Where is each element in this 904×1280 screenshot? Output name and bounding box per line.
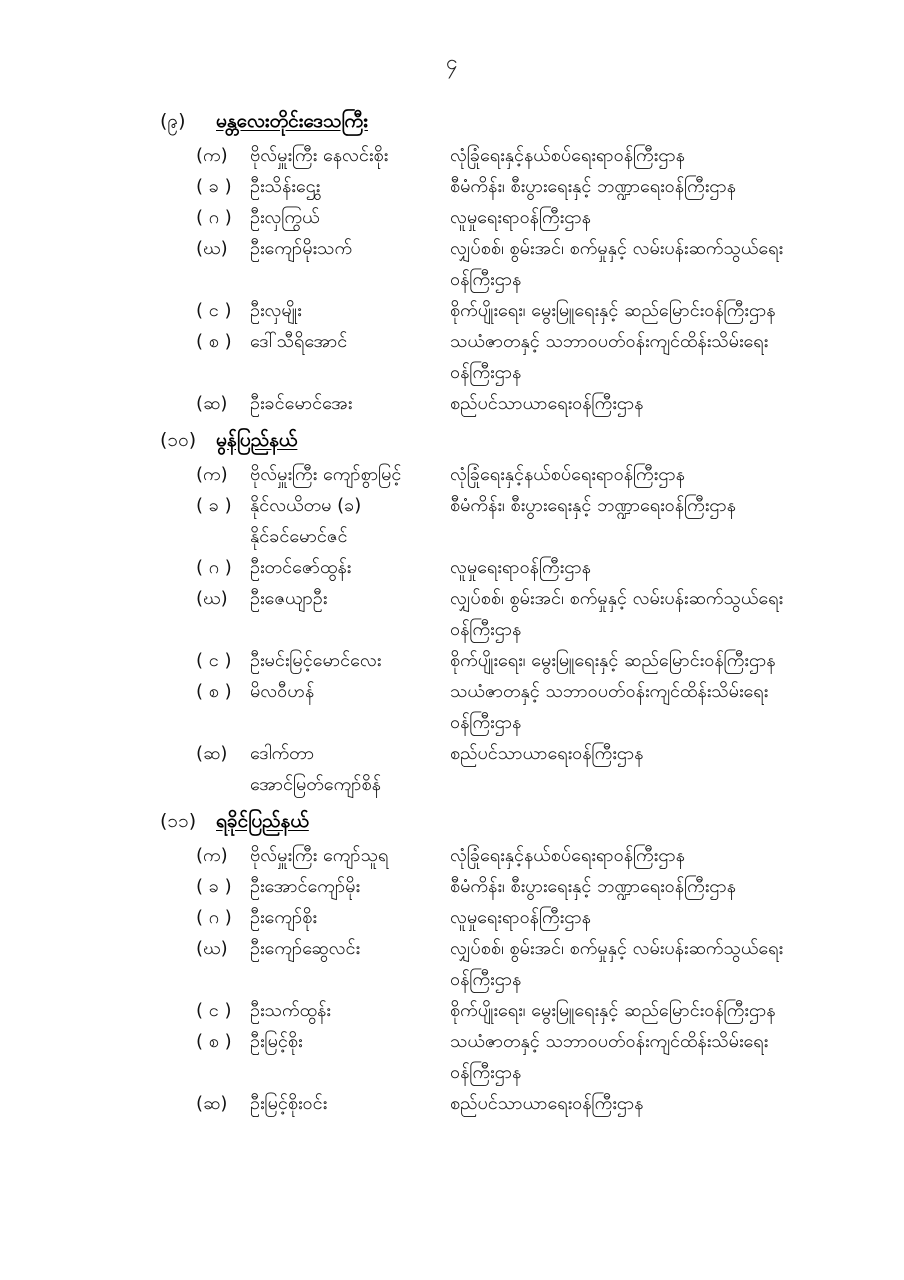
row-ministry-line2: ဝန်ကြီးဌာန <box>450 969 522 990</box>
row-ministry-line2: ဝန်ကြီးဌာန <box>450 1062 522 1083</box>
table-row <box>0 295 904 326</box>
row-ministry-line1: လျှပ်စစ်၊ စွမ်းအင်၊ စက်မှုနှင့် လမ်းပန်းဆက်သွယ်ရေး <box>450 588 784 609</box>
row-ministry-line1: စီမံကိန်း၊ စီးပွားရေးနှင့် ဘဏ္ဍာရေးဝန်ကြီးဌာန <box>450 495 736 516</box>
row-label: ( စ ) <box>196 331 232 352</box>
row-ministry <box>450 171 880 202</box>
row-ministry-line2: ဝန်ကြီးဌာန <box>450 712 522 733</box>
table-row <box>0 1088 904 1119</box>
row-ministry-line1: လူမှုရေးရာဝန်ကြီးဌာန <box>450 207 591 228</box>
row-name <box>250 995 450 1026</box>
table-row <box>0 902 904 933</box>
row-name-line1: ဦးလှမျိုး <box>250 300 302 321</box>
region-section <box>0 425 904 800</box>
section-heading <box>0 106 904 136</box>
document-content <box>0 100 904 1121</box>
row-ministry <box>450 326 880 388</box>
section-heading <box>0 806 904 836</box>
row-name-line2: အောင်မြတ်ကျော်စိန် <box>250 774 381 795</box>
row-ministry <box>450 552 880 583</box>
table-row <box>0 140 904 171</box>
section-number: (၁၁) <box>160 810 197 832</box>
table-row <box>0 871 904 902</box>
row-ministry <box>450 140 880 171</box>
row-ministry-line1: သယံဇာတနှင့် သဘာဝပတ်ဝန်းကျင်ထိန်းသိမ်းရေး <box>450 1031 769 1052</box>
row-name <box>250 552 450 583</box>
row-ministry <box>450 233 880 295</box>
region-section <box>0 106 904 419</box>
table-row <box>0 676 904 738</box>
row-name-line1: ဦးသက်ထွန်း <box>250 1000 331 1021</box>
row-label: (ဃ) <box>196 238 228 259</box>
row-label: ( င ) <box>196 300 232 321</box>
row-name-line1: ဒေါက်တာ <box>250 743 315 764</box>
row-name-line1: ဒေါ်သီရိအောင် <box>250 331 348 352</box>
row-ministry <box>450 995 880 1026</box>
row-ministry <box>450 388 880 419</box>
row-name <box>250 388 450 419</box>
row-ministry-line1: လုံခြုံရေးနှင့်နယ်စပ်ရေးရာဝန်ကြီးဌာန <box>450 464 685 485</box>
row-ministry-line1: စည်ပင်သာယာရေးဝန်ကြီးဌာန <box>450 1093 644 1114</box>
row-name-line1: ဦးမြင့်စိုးဝင်း <box>250 1093 328 1114</box>
row-name <box>250 645 450 676</box>
row-label: (ဃ) <box>196 938 228 959</box>
row-name <box>250 1026 450 1057</box>
table-row <box>0 583 904 645</box>
table-row <box>0 233 904 295</box>
table-row <box>0 490 904 552</box>
row-label: (က) <box>196 464 228 485</box>
row-name <box>250 459 450 490</box>
row-ministry <box>450 1026 880 1088</box>
row-ministry-line1: စိုက်ပျိုးရေး၊ မွေးမြူရေးနှင့် ဆည်မြောင်းဝန်ကြီးဌာန <box>450 650 776 671</box>
row-name <box>250 676 450 707</box>
row-ministry-line1: လုံခြုံရေးနှင့်နယ်စပ်ရေးရာဝန်ကြီးဌာန <box>450 845 685 866</box>
row-name-line1: ဦးသိန်းဌွေး <box>250 176 321 197</box>
row-ministry-line1: လျှပ်စစ်၊ စွမ်းအင်၊ စက်မှုနှင့် လမ်းပန်းဆက်သွယ်ရေး <box>450 238 784 259</box>
row-label: ( ဂ ) <box>196 557 232 578</box>
row-ministry-line1: စည်ပင်သာယာရေးဝန်ကြီးဌာန <box>450 743 644 764</box>
row-ministry-line1: စီမံကိန်း၊ စီးပွားရေးနှင့် ဘဏ္ဍာရေးဝန်ကြီးဌာန <box>450 176 736 197</box>
row-name-line1: ဦးကျော်စိုး <box>250 907 317 928</box>
row-label: (က) <box>196 845 228 866</box>
row-label: (ဆ) <box>196 393 228 414</box>
table-row <box>0 840 904 871</box>
table-row <box>0 1026 904 1088</box>
table-row <box>0 738 904 800</box>
row-ministry <box>450 676 880 738</box>
row-label: ( စ ) <box>196 681 232 702</box>
row-name-line1: ဦးအောင်ကျော်မိုး <box>250 876 361 897</box>
row-name <box>250 295 450 326</box>
row-name-line1: ဦးမင်းမြင့်မောင်လေး <box>250 650 382 671</box>
row-name-line1: ဦးကျော်ဆွေလင်း <box>250 938 361 959</box>
row-ministry-line1: စည်ပင်သာယာရေးဝန်ကြီးဌာန <box>450 393 644 414</box>
section-heading <box>0 425 904 455</box>
table-row <box>0 388 904 419</box>
page-number: ၄ <box>446 50 458 74</box>
row-name-line1: ဦးကျော်မိုးသက် <box>250 238 353 259</box>
row-ministry-line1: စိုက်ပျိုးရေး၊ မွေးမြူရေးနှင့် ဆည်မြောင်းဝန်ကြီးဌာန <box>450 300 776 321</box>
table-row <box>0 645 904 676</box>
row-name-line1: ဦးခင်မောင်အေး <box>250 393 353 414</box>
table-row <box>0 933 904 995</box>
row-ministry <box>450 902 880 933</box>
row-ministry <box>450 933 880 995</box>
row-name <box>250 326 450 357</box>
row-ministry <box>450 840 880 871</box>
row-name <box>250 233 450 264</box>
row-name-line1: ဦးတင်ဇော်ထွန်း <box>250 557 352 578</box>
row-ministry <box>450 295 880 326</box>
row-name <box>250 933 450 964</box>
row-name <box>250 140 450 171</box>
row-ministry-line1: စိုက်ပျိုးရေး၊ မွေးမြူရေးနှင့် ဆည်မြောင်းဝန်ကြီးဌာန <box>450 1000 776 1021</box>
row-label: ( ခ ) <box>196 176 232 197</box>
row-ministry-line1: လူမှုရေးရာဝန်ကြီးဌာန <box>450 557 591 578</box>
row-name-line1: ဦးလှကြွယ် <box>250 207 320 228</box>
row-name-line1: ဗိုလ်မှူးကြီး ကျော်စွာမြင့် <box>250 464 402 485</box>
row-name <box>250 738 450 800</box>
table-row <box>0 459 904 490</box>
row-label: ( ဂ ) <box>196 907 232 928</box>
row-name <box>250 490 450 552</box>
row-name-line1: နိုင်လယိတမ (ခ) <box>250 495 362 516</box>
row-ministry <box>450 738 880 769</box>
row-ministry-line2: ဝန်ကြီးဌာန <box>450 269 522 290</box>
row-ministry-line2: ဝန်ကြီးဌာန <box>450 619 522 640</box>
row-ministry <box>450 202 880 233</box>
row-label: ( င ) <box>196 650 232 671</box>
section-title: ရခိုင်ပြည်နယ် <box>216 810 309 832</box>
row-name <box>250 902 450 933</box>
row-name <box>250 840 450 871</box>
table-row <box>0 326 904 388</box>
row-name-line1: ဗိုလ်မှူးကြီး နေလင်းစိုး <box>250 145 389 166</box>
row-name-line1: မိလဝီဟန် <box>250 681 315 702</box>
row-ministry <box>450 1088 880 1119</box>
section-title: မန္တလေးတိုင်းဒေသကြီး <box>216 110 368 132</box>
row-label: (က) <box>196 145 228 166</box>
row-label: ( စ ) <box>196 1031 232 1052</box>
row-name-line1: ဦးမြင့်စိုး <box>250 1031 303 1052</box>
row-ministry-line2: ဝန်ကြီးဌာန <box>450 362 522 383</box>
row-ministry <box>450 871 880 902</box>
row-name <box>250 583 450 614</box>
table-row <box>0 995 904 1026</box>
section-number: (၁၀) <box>160 429 197 451</box>
row-label: ( ဂ ) <box>196 207 232 228</box>
row-ministry-line1: စီမံကိန်း၊ စီးပွားရေးနှင့် ဘဏ္ဍာရေးဝန်ကြီးဌာန <box>450 876 736 897</box>
row-label: ( ခ ) <box>196 876 232 897</box>
section-number: (၉) <box>160 110 186 132</box>
row-label: ( င ) <box>196 1000 232 1021</box>
region-section <box>0 806 904 1119</box>
row-label: (ဆ) <box>196 743 228 764</box>
table-row <box>0 552 904 583</box>
row-name <box>250 1088 450 1119</box>
row-name-line1: ဗိုလ်မှူးကြီး ကျော်သူရ <box>250 845 389 866</box>
row-label: ( ခ ) <box>196 495 232 516</box>
row-ministry <box>450 490 880 521</box>
row-ministry-line1: သယံဇာတနှင့် သဘာဝပတ်ဝန်းကျင်ထိန်းသိမ်းရေး <box>450 681 769 702</box>
row-name-line1: ဦးဇေယျာဦး <box>250 588 328 609</box>
row-ministry <box>450 583 880 645</box>
row-name <box>250 871 450 902</box>
table-row <box>0 202 904 233</box>
row-ministry <box>450 645 880 676</box>
table-row <box>0 171 904 202</box>
row-ministry <box>450 459 880 490</box>
row-name <box>250 171 450 202</box>
row-name <box>250 202 450 233</box>
row-label: (ဆ) <box>196 1093 228 1114</box>
section-title: မွန်ပြည်နယ် <box>216 429 298 451</box>
row-ministry-line1: သယံဇာတနှင့် သဘာဝပတ်ဝန်းကျင်ထိန်းသိမ်းရေး <box>450 331 769 352</box>
row-name-line2: နိုင်ခင်မောင်ဇင် <box>250 526 348 547</box>
row-ministry-line1: လျှပ်စစ်၊ စွမ်းအင်၊ စက်မှုနှင့် လမ်းပန်းဆက်သွယ်ရေး <box>450 938 784 959</box>
row-ministry-line1: လူမှုရေးရာဝန်ကြီးဌာန <box>450 907 591 928</box>
row-ministry-line1: လုံခြုံရေးနှင့်နယ်စပ်ရေးရာဝန်ကြီးဌာန <box>450 145 685 166</box>
row-label: (ဃ) <box>196 588 228 609</box>
